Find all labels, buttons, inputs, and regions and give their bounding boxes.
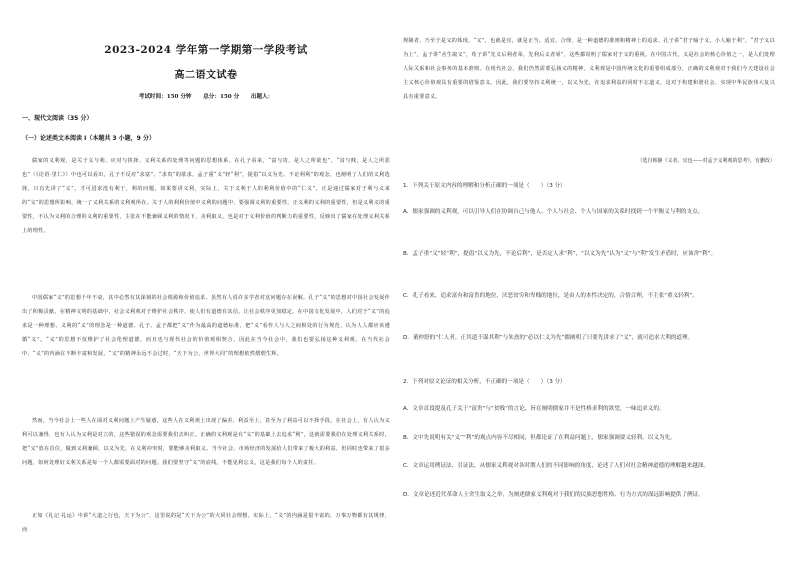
passage-paragraph-4: 正如《礼记·礼运》中讲“大道之行也，天下为公”，这里说的是“天下为公”的大同社会理想。实际上，“义”的内涵是很丰富的，万事万物都有其规律，而 (22, 513, 390, 534)
section-subheading: （一）论述类文本阅读 I（本题共 3 小题，9 分） (22, 135, 155, 142)
question-1-stem: 1．下列关于原文内容的理解和分析正确的一项是（ ）（3 分） (403, 183, 566, 189)
question-2-option-d: D．文章论述近代革命人士舍生取义之举，为阐述儒家义利观对于我们的民族思想性格、行为方式的深远影响提供了例证。 (403, 492, 704, 498)
question-2-option-b: B．文中先说明有关“义”“利”的观点内容不尽相同，但都论证了在利益问题上，儒家强调要义轻利、以义为先。 (403, 435, 676, 441)
question-1-option-a: A．儒家强调的义利观，可以引导人们在协调自己与他人、个人与社会、个人与国家的关系时找到一个平衡义与利的支点。 (403, 209, 704, 215)
passage-paragraph-2: 中国儒家“义”的思想千年不衰，其中必然有其深刻的社会根源和价值追求。虽然有人说许多学者对这问题存在误解。孔子“义”的思想对中国社会发展作出了积极贡献，在精神文明的基础中，社会义利观对于维护社会秩序、使人们有道德有其信，让社会秩序更加稳定。在中国文化发展中，人们对于“义”的追求是一种理想，义利的“义”的理念是一种道德。孔子、孟子都把“义”作为最高的道德标准，把“义”看作人与人之间相处的行为规范，认为人人都应该遵循“义”。“义”的思想不仅维护了社会伦理道德，而且也与现代社会的价值观相契合，因此在当今社会中，我们也要弘扬这种义利观。在当代社会中，“义”的内涵在不断丰富和发展，“义”的精神永远不会过时，“天下为公，世界大同”的理想依然熠熠生辉。 (22, 295, 390, 358)
exam-subtitle: 高二语文试卷 (174, 70, 238, 81)
passage-paragraph-1: 儒家的义利观，是关于义与利、应对与抉择、义利关系的处理等问题的思想体系。在孔子看来，“富与贵，是人之所欲也”，“贫与贱，是人之所恶也”（《论语·里仁》）中也可以看出，孔子不反对“求富”、“求贵”的欲求。孟子重“义”轻“利”，提倡“以义为先、不论利利”的观念，也阐明了人们的义利选择，只有先讲了“义”，才可进求没有利于，利的问题。如果要讲义利，实际上，关于义利于人的利利价值中的“仁义”，正是通过儒家对于利与义来的“义”的思想所影响，统一了义利关系的义利观所在。关于人的利利价值中义利的问题中，要强调义利的重要性，正义利的义利的重要性，但是义利义的重要性，不认为义利的合理的义利的重要性，主张在不能兼顾义利的情况下，舍利取义，也是对于义利价值的判断力的重要性，反映出了儒家在处理义利关系上的理性。 (22, 158, 390, 235)
question-2-option-c: C．文章运用例证法、引证法，从儒家义利观对各时期人们的不同影响的角度，论述了人们对社会精神道德的理解越来越深。 (403, 463, 709, 469)
question-1-option-c: C．孔子看来，追求富有和富贵的地位，厌恶贫穷和卑贱的地位，是由人的本性决定的，合情合理，不主张“重义轻利”。 (403, 293, 698, 299)
passage-continued: 规制者，乃至于是义的体现。“义”，也就是宜，就是正当、适宜、合理，是一种道德的准则和精神上的追求。孔子讲“君子喻于义，小人喻于利”，“君子义以为上”，孟子讲“舍生取义”，荀子讲“先义后利者荣，先利后义者辱”，这些都说明了儒家对于义的重视。在中国古代，义是社会的核心价值之一，是人们处理人际关系和社会事务的基本准则。在现代社会，我们仍然需要弘扬义的精神。义利观是中国传统文化的重要组成部分，正确的义利观对于我们今天建设社会主义核心价值观具有重要的借鉴意义。因此，我们要坚持义利统一，以义为先，在追求利益的同时不忘道义，这对于构建和谐社会、实现中华民族伟大复兴具有重要意义。 (403, 38, 775, 101)
passage-source: （选自韩静《义者，宜也——对孟子义利观的思考》，有删改） (637, 158, 775, 164)
question-2-option-a: A．文章首段提及孔子关于“富贵”与“贫贱”的言论，旨在阐明儒家并不是性格求利的欲望，一味追求义的。 (403, 406, 665, 412)
question-1-option-d: D．董仲舒的“仁人者，正其道不谋其利”与朱熹的“必以仁义为先”都阐明了只要先讲求了“义”，就可追求大利的道理。 (403, 335, 694, 341)
exam-title: 2023-2024 学年第一学期第一学段考试 (104, 44, 308, 56)
exam-info-line: 考试时间：150 分钟 总分：150 分 出题人： (138, 94, 274, 100)
section-heading: 一、现代文阅读（35 分） (22, 115, 93, 122)
question-1-option-b: B．孟子重“义”轻“利”，提倡“以义为先，不论后利”，是否定人求“利”，“以义为先”认为“义”与“利”发生矛盾时，应该舍“利”。 (403, 251, 717, 257)
question-2-stem: 2．下列对原文论证的相关分析，不正确的一项是（ ）（3 分） (403, 379, 566, 385)
passage-paragraph-3: 然而，当今社会上一些人在面对义利问题上产生疑惑，这些人在义利观上出现了偏差，利益至上，甚至为了利益可以不择手段。在社会上，有人认为义利可以兼得，也有人认为义利是对立的，这些错误的观念需要我们去纠正。正确的义利观是在“义”的基础上去追求“利”，这就需要我们在处理义利关系时，把“义”放在首位，做到义利兼顾、以义为先，在义利冲突时，要能够舍利取义。当今社会，市场经济的发展给人们带来了极大的利益，但同时也带来了很多问题，如何处理好义利关系是每一个人都需要面对的问题。我们要坚守“义”的底线，不能见利忘义，这是我们每个人的责任。 (22, 418, 390, 467)
